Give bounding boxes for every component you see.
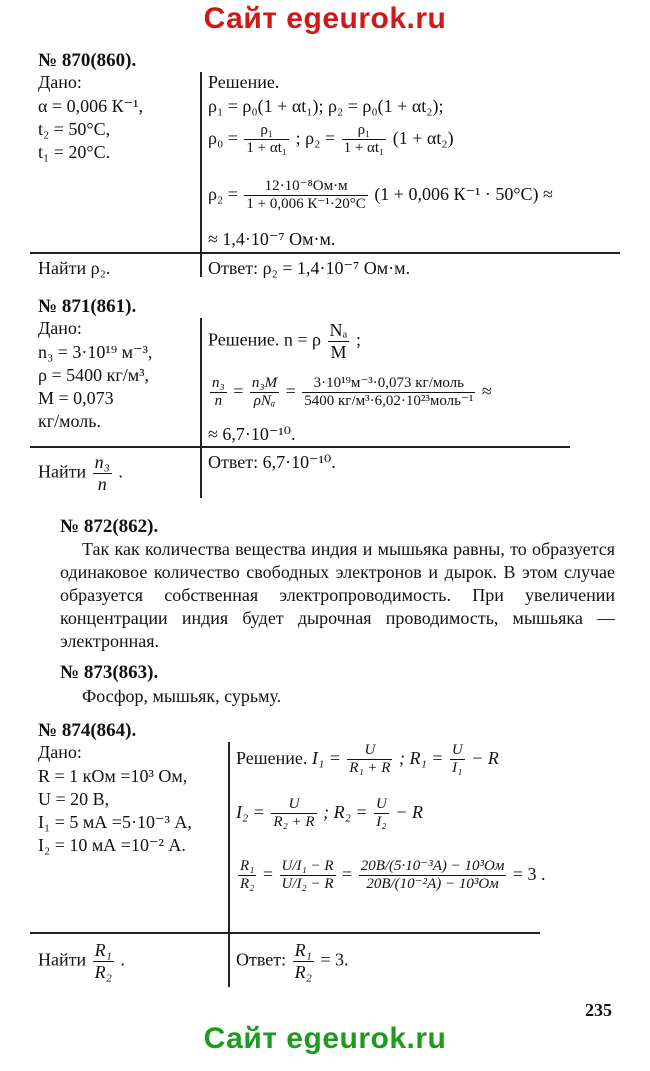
p870-eq1: ρ₁ = ρ₀(1 + αt₁); ρ₂ = ρ₀(1 + αt₂); bbox=[208, 96, 444, 116]
p870-eq3: ρ₂ = $\frac{\text{12·10⁻⁸Ом·м}}{\text{1 + 0,006 К⁻¹·20°C}}$ (1 + 0,006 К⁻¹ · 50°C) ≈ bbox=[208, 178, 553, 213]
p874-separator bbox=[30, 932, 540, 934]
p870-eq2: ρ₀ = $\frac{\text{ρ₁}}{\text{1 + αt₁}}$ ; ρ₂ = $\frac{\text{ρ₁}}{\text{1 + αt₁}}$ (1 + αt₂) bbox=[208, 122, 454, 157]
p871-eq: $\frac{\text{n₃}}{n}$ = $\frac{\text{n₃M}}{\text{ρNₐ}}$ = $\frac{\text{3·10¹⁹м⁻³·0,073 кг/моль}}{\text{5400 кг/м³·6,02·10²³моль⁻¹}}$ ≈ bbox=[212, 375, 492, 410]
p870-eq4: ≈ 1,4·10⁻⁷ Ом·м. bbox=[208, 229, 336, 249]
p874-given-4: I₂ = 10 мА =10⁻² А. bbox=[38, 835, 186, 855]
p874-s1: Решение. I₁ = $\frac{U}{\text{R₁ + R}}$ ; R₁ = $\frac{U}{\text{I₁}}$ − R bbox=[236, 742, 499, 777]
p870-given-2: t₂ = 50°C, bbox=[38, 119, 111, 139]
p874-given-1: R = 1 кОм =10³ Ом, bbox=[38, 766, 188, 786]
p874-given-3: I₁ = 5 мА =5·10⁻³ А, bbox=[38, 812, 192, 832]
p874-answer: Ответ: $\frac{\text{R₁}}{\text{R₂}}$ = 3. bbox=[236, 940, 349, 982]
p874-divider bbox=[228, 742, 230, 987]
p874-given-2: U = 20 В, bbox=[38, 789, 110, 809]
p870-given-label: Дано: bbox=[38, 72, 82, 92]
p871-given-label: Дано: bbox=[38, 318, 82, 338]
p870-solution-label: Решение. bbox=[208, 72, 280, 92]
watermark-top: Сайт egeurok.ru bbox=[203, 2, 447, 35]
p870-find: Найти ρ₂. bbox=[38, 258, 111, 278]
problem-873-title: № 873(863). bbox=[60, 662, 159, 683]
p870-divider bbox=[200, 72, 202, 277]
p871-answer: Ответ: 6,7·10⁻¹⁰. bbox=[208, 452, 336, 472]
p871-solution: Решение. n = ρ $\frac{\text{Nₐ}}{M}$ ; bbox=[208, 320, 361, 362]
watermark-bottom: Сайт egeurok.ru bbox=[203, 1022, 447, 1055]
p874-s2: I₂ = $\frac{U}{\text{R₂ + R}}$ ; R₂ = $\frac{U}{\text{I₂}}$ − R bbox=[236, 796, 423, 831]
p871-given-3: M = 0,073 bbox=[38, 388, 114, 408]
p870-given-1: α = 0,006 К⁻¹, bbox=[38, 96, 143, 116]
p870-answer: Ответ: ρ₂ = 1,4·10⁻⁷ Ом·м. bbox=[208, 258, 411, 278]
p874-given-label: Дано: bbox=[38, 742, 82, 762]
p871-find: Найти $\frac{\text{n₃}}{n}$ . bbox=[38, 452, 123, 494]
page-number: 235 bbox=[585, 1000, 612, 1020]
problem-874-title: № 874(864). bbox=[38, 720, 137, 741]
p871-separator bbox=[30, 446, 570, 448]
p871-given-2: ρ = 5400 кг/м³, bbox=[38, 365, 150, 385]
p874-find: Найти $\frac{\text{R₁}}{\text{R₂}}$ . bbox=[38, 940, 125, 982]
p871-given-4: кг/моль. bbox=[38, 411, 101, 431]
p871-given-1: n₃ = 3·10¹⁹ м⁻³, bbox=[38, 342, 153, 362]
p870-given-3: t₁ = 20°C. bbox=[38, 142, 111, 162]
p871-eq2: ≈ 6,7·10⁻¹⁰. bbox=[208, 424, 296, 444]
problem-871-title: № 871(861). bbox=[38, 296, 137, 317]
p871-divider bbox=[200, 318, 202, 498]
problem-872-title: № 872(862). bbox=[60, 516, 159, 537]
p874-s3: $\frac{\text{R₁}}{\text{R₂}}$ = $\frac{\text{U/I₁ − R}}{\text{U/I₂ − R}}$ = $\frac{\text{20В/(5·10⁻³А) − 10³Ом}}{\text{20В/(10⁻²А) − 10³Ом}}$ = 3 . bbox=[240, 858, 546, 893]
p870-separator bbox=[30, 252, 620, 254]
p872-text: Так как количества вещества индия и мышьяка равны, то образуется одинаковое количество свободных электронов и дырок. В этом случае образуется собственная электропроводимость. При увеличении концентрации индия будет дырочная проводимость, мышьяка — электронная. bbox=[60, 539, 615, 651]
problem-870-title: № 870(860). bbox=[38, 50, 137, 71]
p873-text: Фосфор, мышьяк, сурьму. bbox=[82, 686, 282, 706]
